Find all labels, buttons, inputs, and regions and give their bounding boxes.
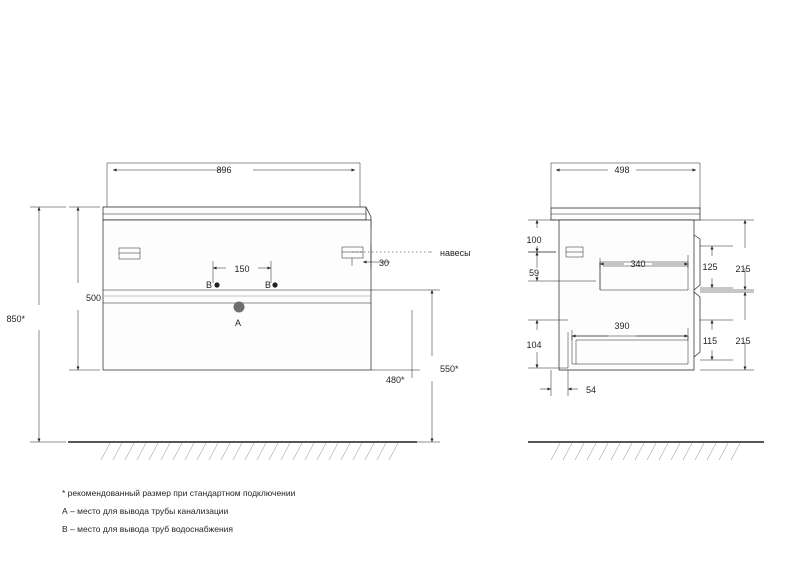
dim-340-label: 340 <box>630 259 646 269</box>
marker-b-right: B <box>265 280 272 290</box>
front-ground-hatch <box>101 443 398 460</box>
side-dim-115 <box>700 320 733 360</box>
side-dim-215-upper <box>700 220 754 290</box>
front-countertop <box>103 207 366 220</box>
dim-54-label: 54 <box>586 385 597 395</box>
hangers-label: навесы <box>440 248 471 258</box>
dim-115-label: 115 <box>702 336 718 346</box>
dim-390-label: 390 <box>614 321 630 331</box>
water-outlet-left-dot <box>214 282 219 287</box>
note-line-1: * рекомендованный размер при стандартном подключении <box>62 488 296 498</box>
dim-215-upper-label: 215 <box>735 264 751 274</box>
front-dim-500 <box>69 207 101 370</box>
note-line-2: А – место для вывода трубы канализации <box>62 506 229 516</box>
front-dim-480 <box>371 310 420 385</box>
front-dim-896 <box>107 163 360 210</box>
sewer-outlet-dot <box>234 302 245 313</box>
note-line-3: В – место для вывода труб водоснабжения <box>62 524 233 534</box>
dim-30-label: 30 <box>379 258 390 268</box>
side-cabinet-body <box>559 220 694 370</box>
marker-b-left: B <box>206 280 213 290</box>
dim-550-label: 550* <box>440 364 459 374</box>
side-dim-54 <box>540 370 596 396</box>
dim-498-label: 498 <box>614 165 630 175</box>
dim-125-label: 125 <box>702 262 718 272</box>
legend-notes <box>62 484 492 538</box>
marker-a-center: A <box>235 318 242 328</box>
water-outlet-right-dot <box>272 282 277 287</box>
dim-215-lower-label: 215 <box>735 336 751 346</box>
side-dim-498 <box>551 163 700 210</box>
side-ground-hatch <box>551 443 740 460</box>
side-view-group <box>526 163 764 460</box>
dim-150-label: 150 <box>234 264 250 274</box>
dim-896-label: 896 <box>216 165 232 175</box>
side-lower-handle-profile <box>694 292 700 357</box>
front-view-group <box>6 163 470 460</box>
side-dim-125 <box>700 246 733 288</box>
front-cabinet-body <box>103 220 371 370</box>
dim-100-label: 100 <box>526 235 542 245</box>
side-upper-handle-profile <box>694 235 700 290</box>
front-dim-550 <box>371 290 459 442</box>
dim-104-label: 104 <box>526 340 542 350</box>
dim-850-label: 850* <box>6 314 25 324</box>
dim-500-label: 500 <box>86 293 102 303</box>
front-dim-850 <box>6 207 66 442</box>
dim-59-label: 59 <box>528 268 540 278</box>
dim-480-label: 480* <box>386 375 405 385</box>
side-dim-100 <box>526 220 556 252</box>
side-dim-215-lower <box>700 292 754 370</box>
